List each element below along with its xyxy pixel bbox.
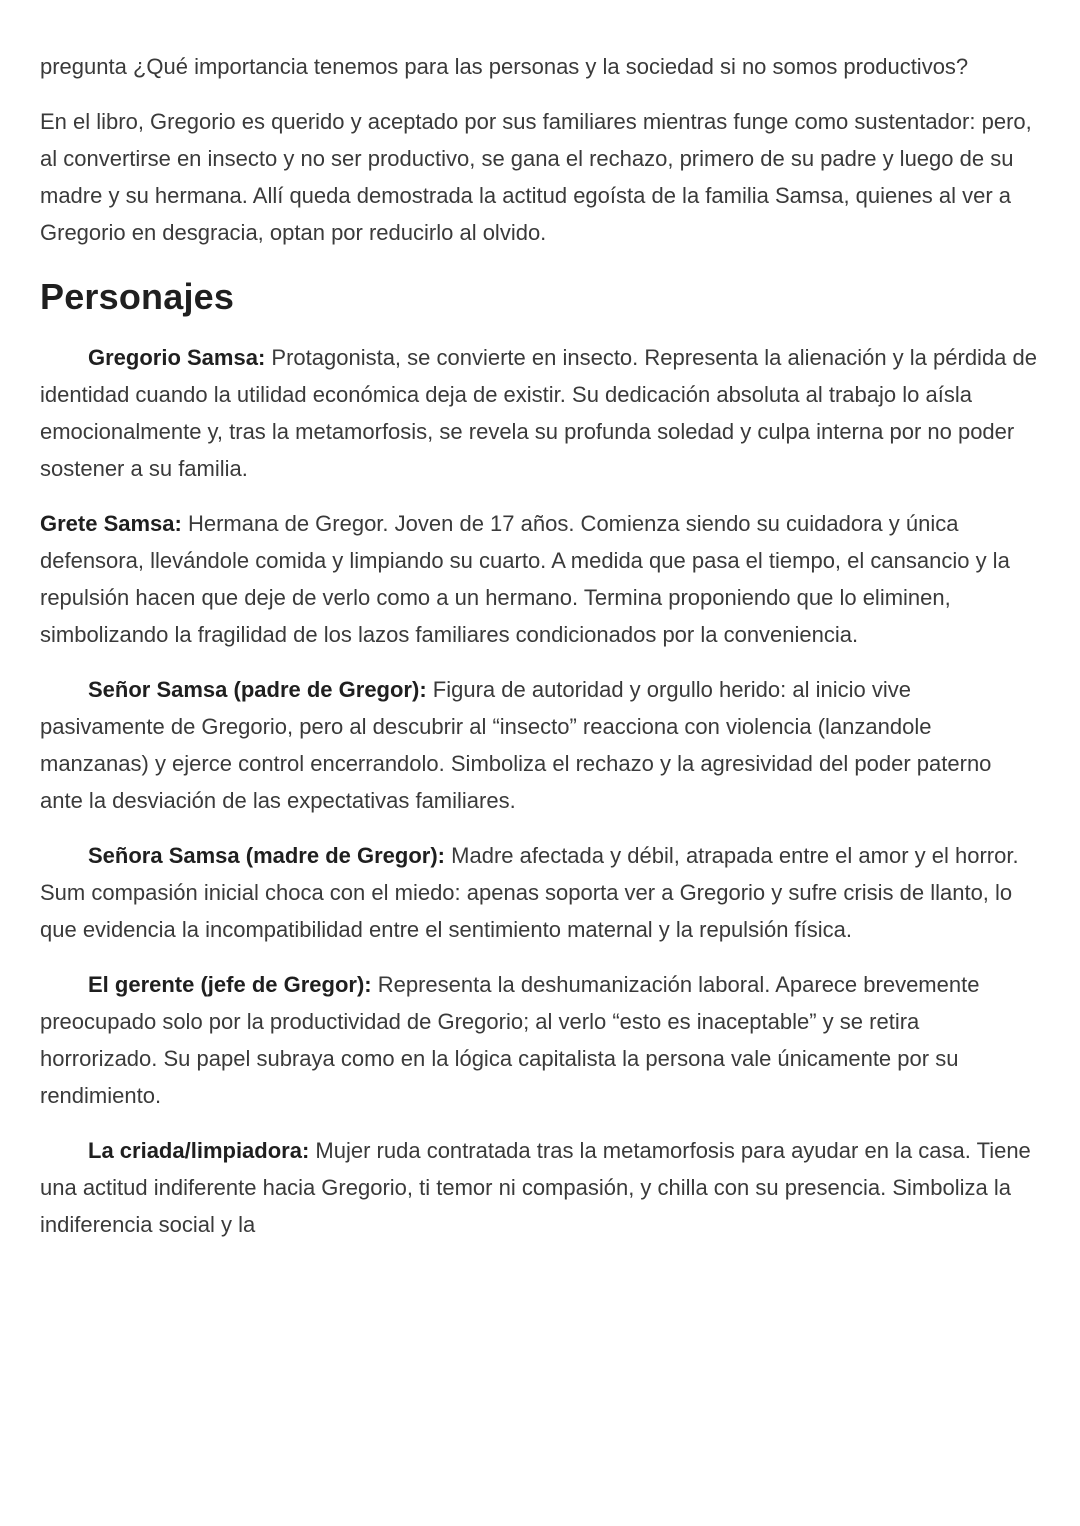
- character-name: El gerente (jefe de Gregor):: [88, 972, 372, 997]
- character-description: Representa la deshumanización laboral. Aparece brevemente preocupado solo por la productividad de Gregorio; al verlo “esto es inaceptable” y se retira horrorizado. Su papel subraya como en la lógica capitalista la persona vale únicamente por su rendimiento.: [40, 972, 980, 1108]
- character-paragraph-grete: [40, 505, 1038, 653]
- character-description: Hermana de Gregor. Joven de 17 años. Comienza siendo su cuidadora y única defensora, llevándole comida y limpiando su cuarto. A medida que pasa el tiempo, el cansancio y la repulsión hacen que deje de verlo como a un hermano. Termina proponiendo que lo eliminen, simbolizando la fragilidad de los lazos familiares condicionados por la conveniencia.: [40, 511, 1010, 647]
- character-description: Figura de autoridad y orgullo herido: al inicio vive pasivamente de Gregorio, pero al descubrir al “insecto” reacciona con violencia (lanzandole manzanas) y ejerce control encerrandolo. Simboliza el rechazo y la agresividad del poder paterno ante la desviación de las expectativas familiares.: [40, 677, 992, 813]
- character-paragraph-senora-samsa: [40, 837, 1038, 948]
- intro-paragraph-2: En el libro, Gregorio es querido y aceptado por sus familiares mientras funge como sustentador: pero, al convertirse en insecto y no ser productivo, se gana el rechazo, primero de su padre y luego de su madre y su hermana. Allí queda demostrada la actitud egoísta de la familia Samsa, quienes al ver a Gregorio en desgracia, optan por reducirlo al olvido.: [40, 109, 1032, 245]
- character-paragraph-senor-samsa: [40, 671, 1038, 819]
- character-paragraph-gregorio: [40, 339, 1038, 487]
- section-title-personajes: Personajes: [40, 276, 235, 317]
- character-paragraph-criada: [40, 1132, 1038, 1243]
- intro-paragraph-1: pregunta ¿Qué importancia tenemos para las personas y la sociedad si no somos productivos?: [40, 54, 969, 79]
- character-name: La criada/limpiadora:: [88, 1138, 310, 1163]
- character-name: Señora Samsa (madre de Gregor):: [88, 843, 446, 868]
- character-paragraph-gerente: [40, 966, 1038, 1114]
- character-description: Protagonista, se convierte en insecto. Representa la alienación y la pérdida de identidad cuando la utilidad económica deja de existir. Su dedicación absoluta al trabajo lo aísla emocionalmente y, tras la metamorfosis, se revela su profunda soledad y culpa interna por no poder sostener a su familia.: [40, 345, 1037, 481]
- character-name: Señor Samsa (padre de Gregor):: [88, 677, 427, 702]
- character-name: Gregorio Samsa:: [88, 345, 266, 370]
- character-name: Grete Samsa:: [40, 511, 182, 536]
- character-description: Mujer ruda contratada tras la metamorfosis para ayudar en la casa. Tiene una actitud indiferente hacia Gregorio, ti temor ni compasión, y chilla con su presencia. Simboliza la indiferencia social y la: [40, 1138, 1031, 1237]
- character-description: Madre afectada y débil, atrapada entre el amor y el horror. Sum compasión inicial choca con el miedo: apenas soporta ver a Gregorio y sufre crisis de llanto, lo que evidencia la incompatibilidad entre el sentimiento maternal y la repulsión física.: [40, 843, 1019, 942]
